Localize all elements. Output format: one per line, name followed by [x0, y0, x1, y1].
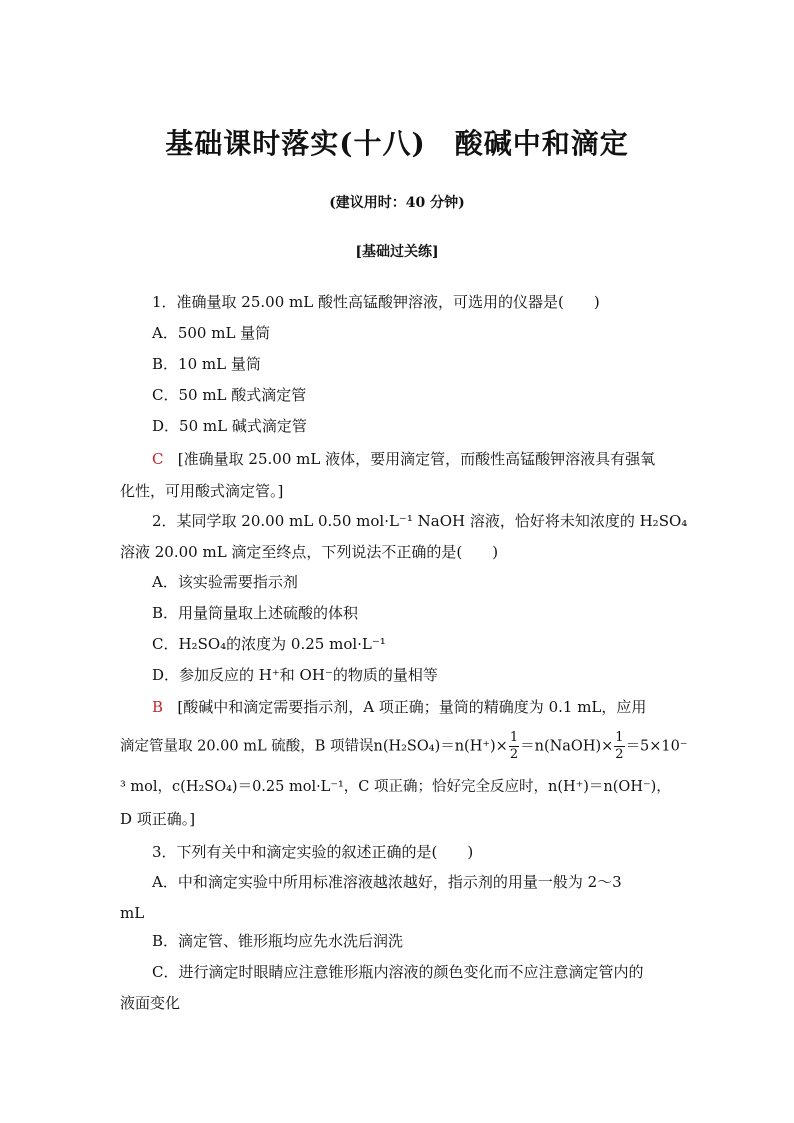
page-title: 基础课时落实(十八) 酸碱中和滴定 — [165, 127, 629, 160]
q2-explanation-text: [酸碱中和滴定需要指示剂，A 项正确；量筒的精确度为 0.1 mL，应用 — [177, 698, 647, 716]
q2-explanation-line2 — [120, 730, 688, 763]
q1-explanation-line1 — [152, 449, 655, 469]
fraction-half-2 — [614, 730, 624, 763]
q3-option-a-line1: A．中和滴定实验中所用标准溶液越浓越好，指示剂的用量一般为 2～3 — [152, 873, 622, 891]
q3-option-c-line1: C．进行滴定时眼睛应注意锥形瓶内溶液的颜色变化而不应注意滴定管内的 — [152, 963, 644, 981]
q2-option-b: B．用量筒量取上述硫酸的体积 — [152, 604, 359, 622]
q1-stem: 1．准确量取 25.00 mL 酸性高锰酸钾溶液，可选用的仪器是( ) — [152, 293, 600, 311]
q2-option-a: A．该实验需要指示剂 — [152, 573, 298, 591]
q2-exp-part-c: ＝5×10⁻ — [625, 738, 688, 755]
q2-answer: B — [152, 698, 164, 716]
q3-option-b: B．滴定管、锥形瓶均应先水洗后润洗 — [152, 932, 404, 950]
q1-explanation-text: [准确量取 25.00 mL 液体，要用滴定管，而酸性高锰酸钾溶液具有强氧 — [177, 450, 656, 468]
q1-option-b: B．10 mL 量筒 — [152, 355, 261, 373]
q1-explanation-line2: 化性，可用酸式滴定管。] — [120, 482, 284, 500]
q2-stem-line2: 溶液 20.00 mL 滴定至终点，下列说法不正确的是( ) — [120, 543, 499, 561]
fraction-denominator: 2 — [509, 747, 519, 762]
q1-option-a: A．500 mL 量筒 — [152, 324, 271, 342]
q2-stem-line1: 2．某同学取 20.00 mL 0.50 mol·L⁻¹ NaOH 溶液，恰好将未知浓度的 H₂SO₄ — [152, 512, 688, 530]
q2-exp-part-b: ＝n(NaOH)× — [520, 738, 614, 755]
q1-answer: C — [152, 450, 164, 468]
q3-stem: 3．下列有关中和滴定实验的叙述正确的是( ) — [152, 843, 474, 861]
section-heading: [基础过关练] — [355, 244, 439, 260]
q1-option-c: C．50 mL 酸式滴定管 — [152, 386, 307, 404]
q2-exp-part-a: 滴定管量取 20.00 mL 硫酸，B 项错误n(H₂SO₄)＝n(H⁺)× — [120, 738, 508, 755]
q2-explanation-line1 — [152, 697, 646, 717]
q2-option-c: C．H₂SO₄的浓度为 0.25 mol·L⁻¹ — [152, 635, 386, 653]
q1-option-d: D．50 mL 碱式滴定管 — [152, 417, 307, 435]
fraction-numerator: 1 — [615, 730, 624, 745]
fraction-denominator: 2 — [615, 747, 624, 762]
q3-option-c-line2: 液面变化 — [120, 994, 181, 1012]
q3-option-a-line2: mL — [120, 904, 145, 922]
fraction-numerator: 1 — [509, 730, 519, 745]
fraction-half-1 — [509, 730, 519, 763]
q2-explanation-line3: ³ mol，c(H₂SO₄)＝0.25 mol·L⁻¹，C 项正确；恰好完全反应时，n(H⁺)＝n(OH⁻)， — [120, 779, 671, 795]
q2-explanation-line4: D 项正确。] — [120, 810, 196, 828]
suggested-time: (建议用时：40 分钟) — [329, 195, 465, 211]
q2-option-d: D．参加反应的 H⁺和 OH⁻的物质的量相等 — [152, 666, 438, 684]
